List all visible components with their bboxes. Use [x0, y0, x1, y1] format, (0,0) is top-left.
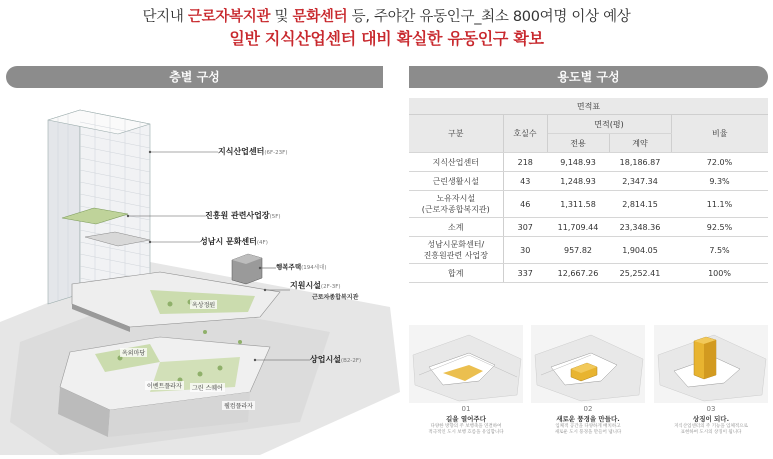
step-1-illustration [409, 325, 523, 403]
tag-welcome-plaza: 웰컴플라자 [224, 403, 253, 410]
table-row: 성남시문화센터/ 진흥원관련 사업장 30 957.82 1,904.05 7.5% [409, 237, 768, 264]
header-area: 면적(평) [547, 115, 671, 134]
step-2-illustration [531, 325, 645, 403]
tag-event-plaza: 이벤트플라자 [147, 383, 182, 390]
building-section-diagram [0, 92, 400, 455]
step-3-illustration [654, 325, 768, 403]
step-3-desc: 지식산업센터의 주 기능을 입체적으로 표현하여 도시의 상징이 됩니다 [674, 424, 748, 435]
table-row-total: 합계 337 12,667.26 25,252.41 100% [409, 264, 768, 283]
headline: 단지내 근로자복지관 및 문화센터 등, 주야간 유동인구_최소 800여명 이상 예상 [142, 9, 631, 25]
step-2-number: 02 [583, 405, 593, 413]
step-3-title: 상징이 되다. [692, 415, 730, 423]
floor-composition-title: 층별 구성 [6, 66, 383, 88]
step-1-number: 01 [461, 405, 471, 413]
step-card-2 [531, 325, 645, 436]
label-support-facility: 지원시설(2F-3F) [290, 281, 341, 290]
headline-highlight-culture: 문화센터 [292, 9, 348, 25]
step-card-3 [654, 325, 768, 436]
step-card-1 [409, 325, 523, 436]
table-row: 지식산업센터 218 9,148.93 18,186.87 72.0% [409, 153, 768, 172]
header-type: 구분 [409, 115, 503, 153]
header-ratio: 비율 [671, 115, 768, 153]
step-2-title: 새로운 풍경을 만들다. [556, 415, 620, 423]
tag-outdoor-yard: 옥외마당 [122, 350, 146, 357]
label-commercial-facility: 상업시설(B2-2F) [310, 355, 362, 364]
header-contract: 계약 [609, 134, 671, 153]
label-happy-housing: 행복주택(194세대) [276, 263, 327, 271]
table-row: 노유자시설 (근로자종합복지관) 46 1,311.58 2,814.15 11.1% [409, 191, 768, 218]
tag-rooftop-garden: 옥상정원 [192, 302, 216, 309]
step-1-desc: 다양한 방향의 주 보행축을 연결하여 적극적인 도시 보행 흐름을 유입합니다 [428, 424, 504, 435]
headline-highlight-welfare: 근로자복지관 [187, 9, 271, 25]
step-2-desc: 입체적 공간을 다양하게 배치하고 새로운 도시 풍경을 만들어 냅니다 [554, 424, 622, 435]
label-culture-center: 성남시 문화센터(4F) [200, 237, 268, 246]
table-row-subtotal: 소계 307 11,709.44 23,348.36 92.5% [409, 218, 768, 237]
use-composition-title: 용도별 구성 [409, 66, 768, 88]
headline-subtitle: 일반 지식산업센터 대비 확실한 유동인구 확보 [229, 29, 544, 48]
step-3-number: 03 [706, 405, 716, 413]
header-private: 전용 [547, 134, 609, 153]
building-illustration [0, 92, 400, 455]
tag-green-square: 그린 스퀘어 [192, 385, 223, 392]
header-units: 호실수 [503, 115, 547, 153]
label-knowledge-center: 지식산업센터(6F-23F) [218, 147, 288, 156]
table-caption: 면적표 [409, 98, 768, 115]
step-1-title: 길을 열어주다 [446, 415, 486, 423]
table-row: 근린생활시설 43 1,248.93 2,347.34 9.3% [409, 172, 768, 191]
label-workers-welfare-hall: 근로자종합복지관 [312, 294, 359, 301]
label-promotion-agency: 진흥원 관련사업장(5F) [205, 211, 281, 220]
area-table [409, 98, 768, 283]
